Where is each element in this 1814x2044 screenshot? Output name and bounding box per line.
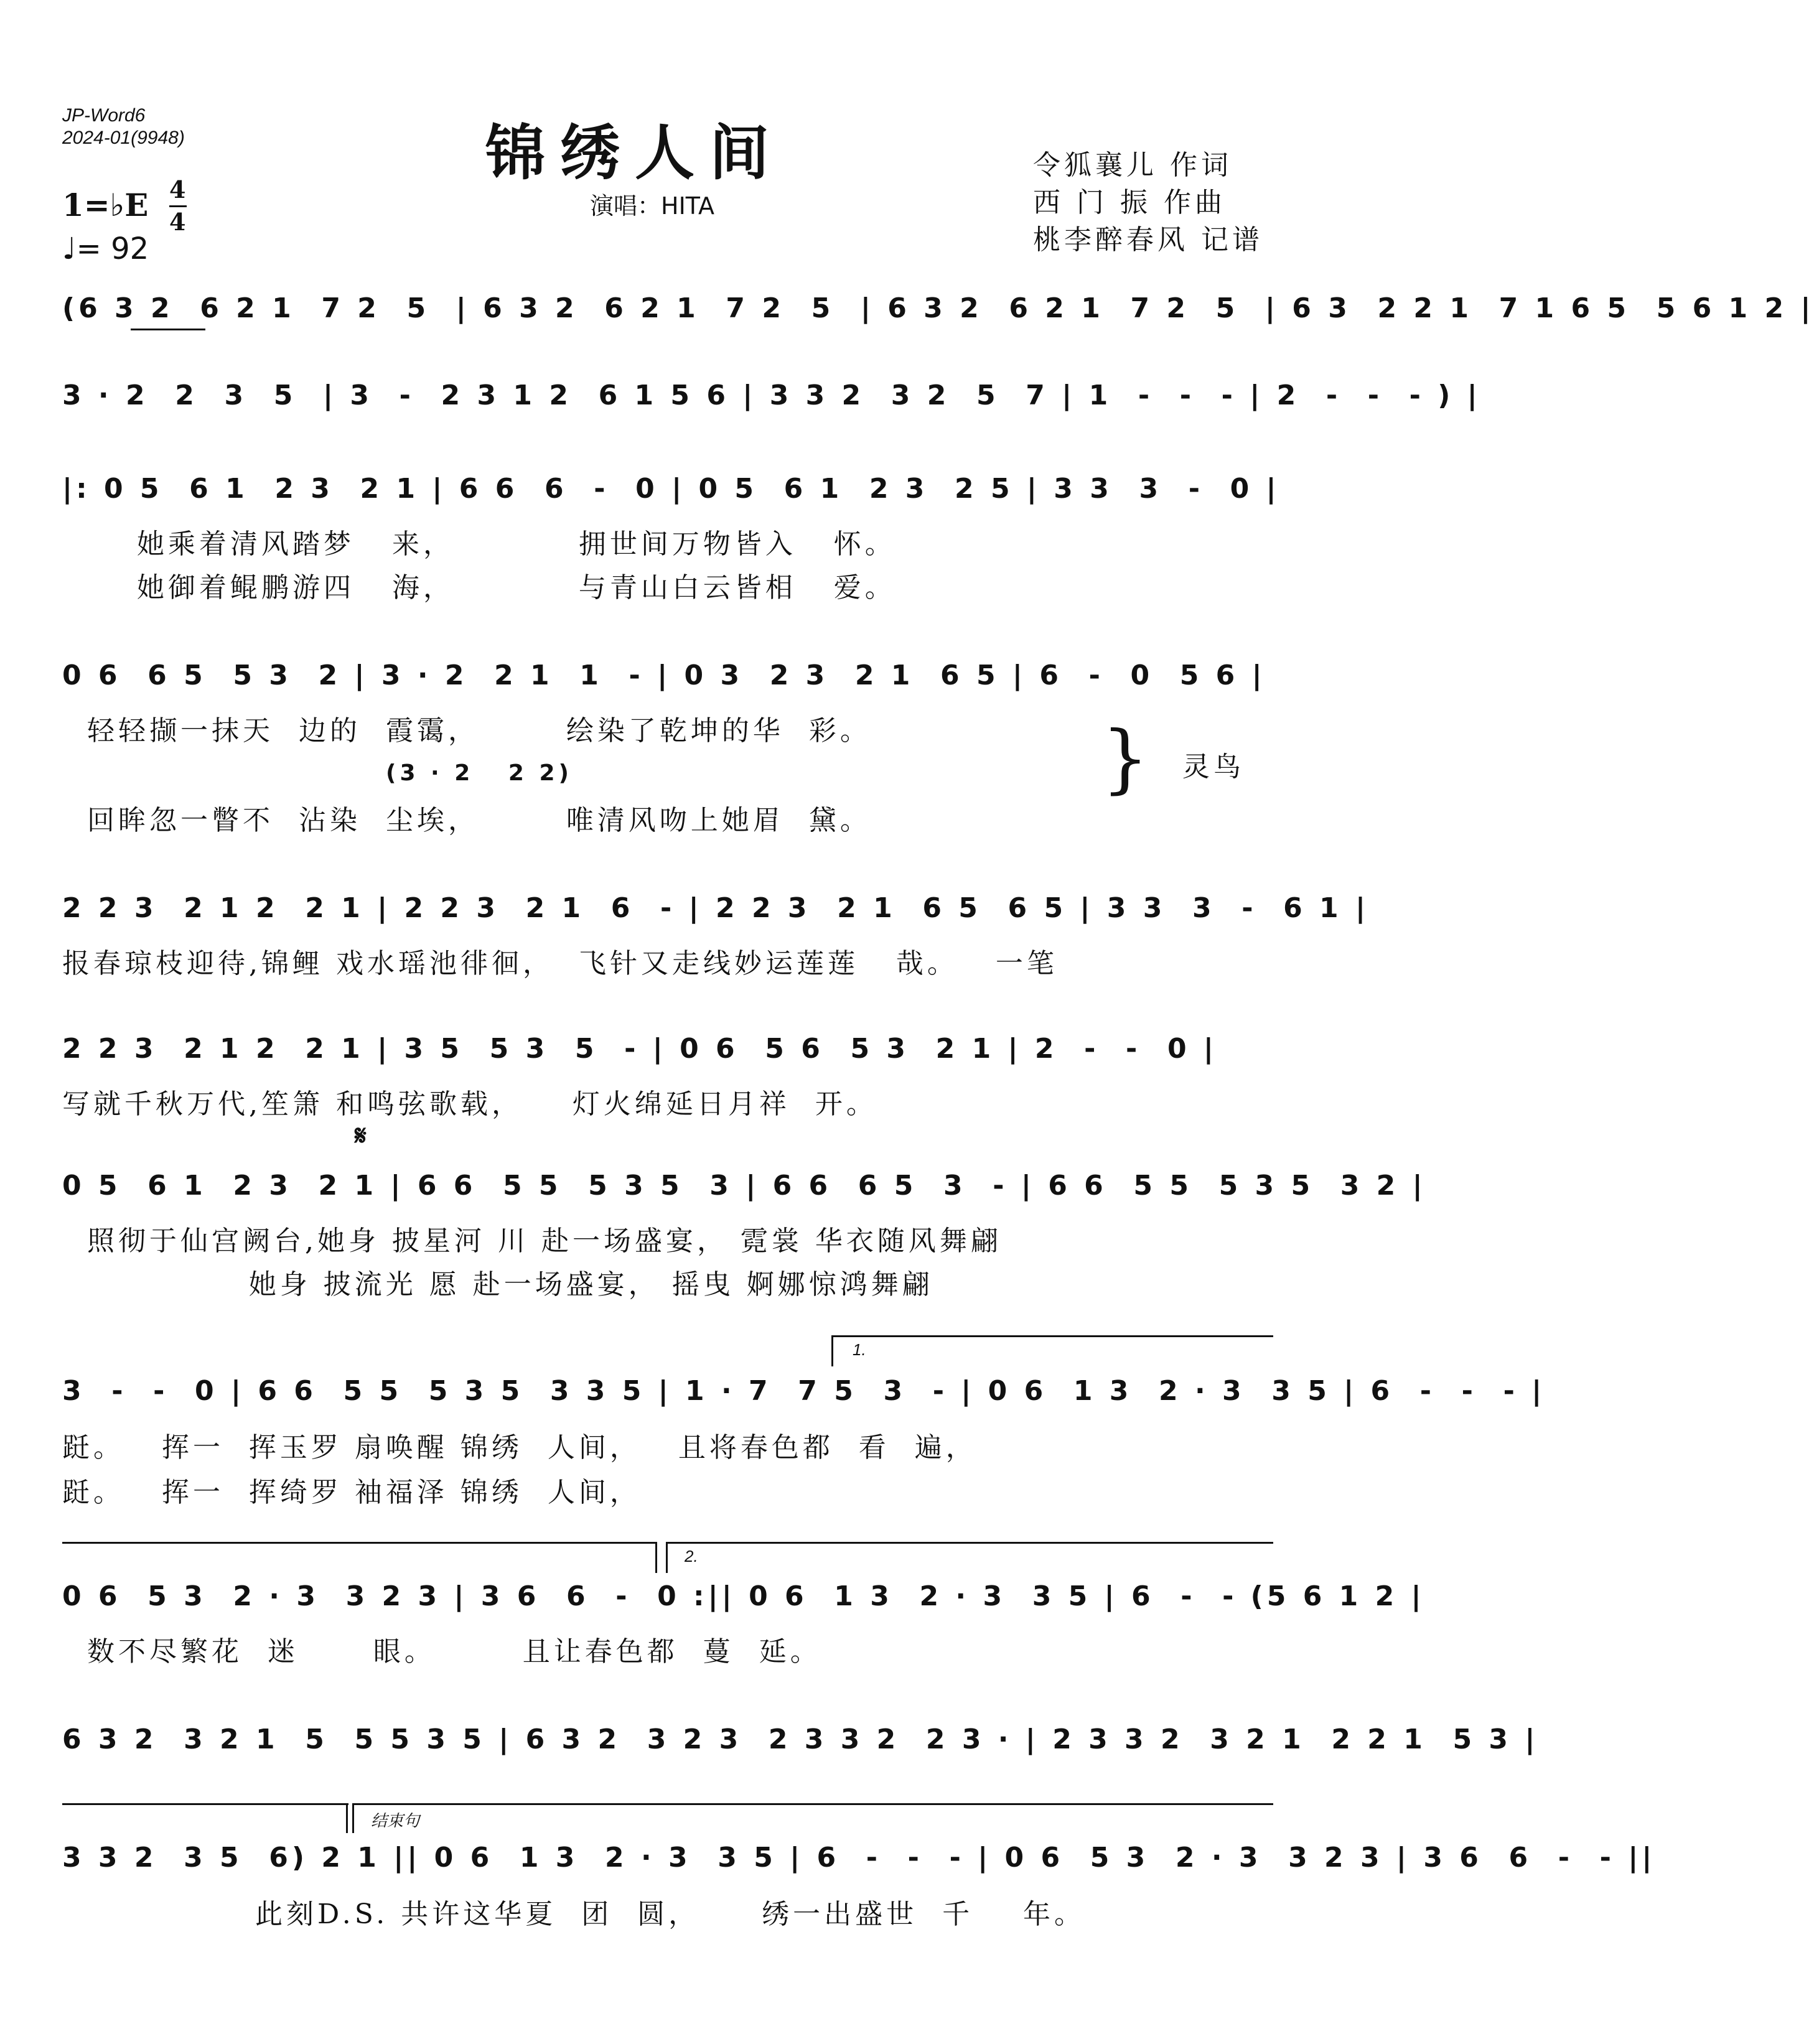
score-row-8: 3 - - 0 | 6 6 5 5 5 3 5 3 3 5 | 1 · 7 7 5 3 - | 0 6 1 3 2 · 3 3 5 | 6 - - - | [62, 1375, 1546, 1407]
version-label: 2024-01(9948) [62, 128, 185, 148]
lyric-row-8-verse-1: 跹。 挥一 挥玉罗 扇唤醒 锦绣 人间， 且将春色都 看 遍， [62, 1432, 977, 1463]
key-signature: 1=♭E [62, 187, 149, 223]
volta-1-end-hook [655, 1542, 657, 1573]
coda-hook [352, 1803, 354, 1833]
composer-credit: 西 门 振 作曲 [1033, 187, 1226, 218]
volta-2-label: 2. [685, 1547, 698, 1566]
lyric-row-4-verse-1: 轻轻撷一抹天 边的 霞霭， 绘染了乾坤的华 彩。 [87, 715, 871, 747]
tempo-marking: ♩= 92 [62, 231, 149, 266]
time-signature-bottom: 4 [169, 208, 186, 236]
volta-1-label: 1. [853, 1340, 866, 1359]
side-lyric: 灵鸟 [1182, 751, 1245, 783]
lyric-row-3-verse-2: 她御着鲲鹏游四 海， 与青山白云皆相 爱。 [137, 572, 896, 604]
time-signature-top: 4 [169, 175, 186, 203]
score-row-7: 0 5 6 1 2 3 2 1 | 6 6 5 5 5 3 5 3 | 6 6 6 5 3 - | 6 6 5 5 5 3 5 3 2 | [62, 1170, 1426, 1202]
lyric-row-9: 数不尽繁花 迷 眼。 且让春色都 蔓 延。 [87, 1636, 821, 1668]
score-row-4: 0 6 6 5 5 3 2 | 3 · 2 2 1 1 - | 0 3 2 3 2 1 6 5 | 6 - 0 5 6 | [62, 660, 1266, 691]
lyricist-credit: 令狐襄儿 作词 [1033, 149, 1232, 181]
lyric-row-3-verse-1: 她乘着清风踏梦 来， 拥世间万物皆入 怀。 [137, 528, 896, 560]
alternate-notes: (3 · 2 2 2) [386, 760, 573, 786]
lyric-row-4-verse-2: 回眸忽一瞥不 沾染 尘埃， 唯清风吻上她眉 黛。 [87, 805, 871, 836]
singer-label: 演唱：HITA [590, 192, 715, 220]
lyric-row-7-verse-1: 照彻于仙宫阙台,她身 披星河 川 赴一场盛宴， 霓裳 华衣随风舞翩 [87, 1225, 1002, 1257]
coda-line-left [62, 1803, 348, 1805]
lyric-row-11: 此刻D.S. 共许这华夏 团 圆， 绣一出盛世 千 年。 [255, 1898, 1086, 1930]
time-signature-bar [169, 205, 187, 207]
lyric-row-7-verse-2: 她身 披流光 愿 赴一场盛宴， 摇曳 婀娜惊鸿舞翩 [87, 1269, 933, 1300]
page-title: 锦绣人间 [485, 118, 784, 188]
volta-1-line [831, 1335, 1273, 1337]
beam-underline [131, 329, 205, 330]
score-row-2: 3 · 2 2 3 5 | 3 - 2 3 1 2 6 1 5 6 | 3 3 2 3 2 5 7 | 1 - - - | 2 - - - ) | [62, 380, 1481, 411]
coda-label: 结束句 [371, 1811, 420, 1830]
score-row-9: 0 6 5 3 2 · 3 3 2 3 | 3 6 6 - 0 :|| 0 6 1 3 2 · 3 3 5 | 6 - - (5 6 1 2 | [62, 1580, 1425, 1612]
volta-2-hook [666, 1542, 668, 1573]
score-row-5: 2 2 3 2 1 2 2 1 | 2 2 3 2 1 6 - | 2 2 3 2 1 6 5 6 5 | 3 3 3 - 6 1 | [62, 892, 1370, 924]
score-row-1: (6 3 2 6 2 1 7 2 5 | 6 3 2 6 2 1 7 2 5 | 6 3 2 6 2 1 7 2 5 | 6 3 2 2 1 7 1 6 5 5 6 1 2 | [62, 292, 1814, 324]
software-label: JP-Word6 [62, 105, 146, 126]
lyric-row-5: 报春琼枝迎待,锦鲤 戏水瑶池徘徊， 飞针又走线妙运莲莲 哉。 一笔 [62, 948, 1058, 979]
verse-brace: } [1101, 716, 1149, 802]
volta-2-line [666, 1542, 1273, 1544]
lyric-row-6: 写就千秋万代,笙箫 和鸣弦歌载， 灯火绵延日月祥 开。 [62, 1088, 877, 1120]
coda-hook-left [346, 1803, 348, 1833]
segno-mark: 𝄋 [355, 1120, 367, 1152]
score-row-11: 3 3 2 3 5 6) 2 1 || 0 6 1 3 2 · 3 3 5 | 6 - - - | 0 6 5 3 2 · 3 3 2 3 | 3 6 6 - - || [62, 1842, 1656, 1874]
transcriber-credit: 桃李醉春风 记谱 [1033, 224, 1263, 256]
score-row-10: 6 3 2 3 2 1 5 5 5 3 5 | 6 3 2 3 2 3 2 3 3 2 2 3 · | 2 3 3 2 3 2 1 2 2 1 5 3 | [62, 1724, 1539, 1755]
coda-line [352, 1803, 1273, 1805]
volta-1-hook [831, 1335, 833, 1366]
score-row-3: |: 0 5 6 1 2 3 2 1 | 6 6 6 - 0 | 0 5 6 1 2 3 2 5 | 3 3 3 - 0 | [62, 473, 1280, 505]
score-row-6: 2 2 3 2 1 2 2 1 | 3 5 5 3 5 - | 0 6 5 6 5 3 2 1 | 2 - - 0 | [62, 1033, 1217, 1065]
volta-1-continuation [62, 1542, 657, 1544]
lyric-row-8-verse-2: 跹。 挥一 挥绮罗 袖福泽 锦绣 人间， [62, 1477, 641, 1508]
